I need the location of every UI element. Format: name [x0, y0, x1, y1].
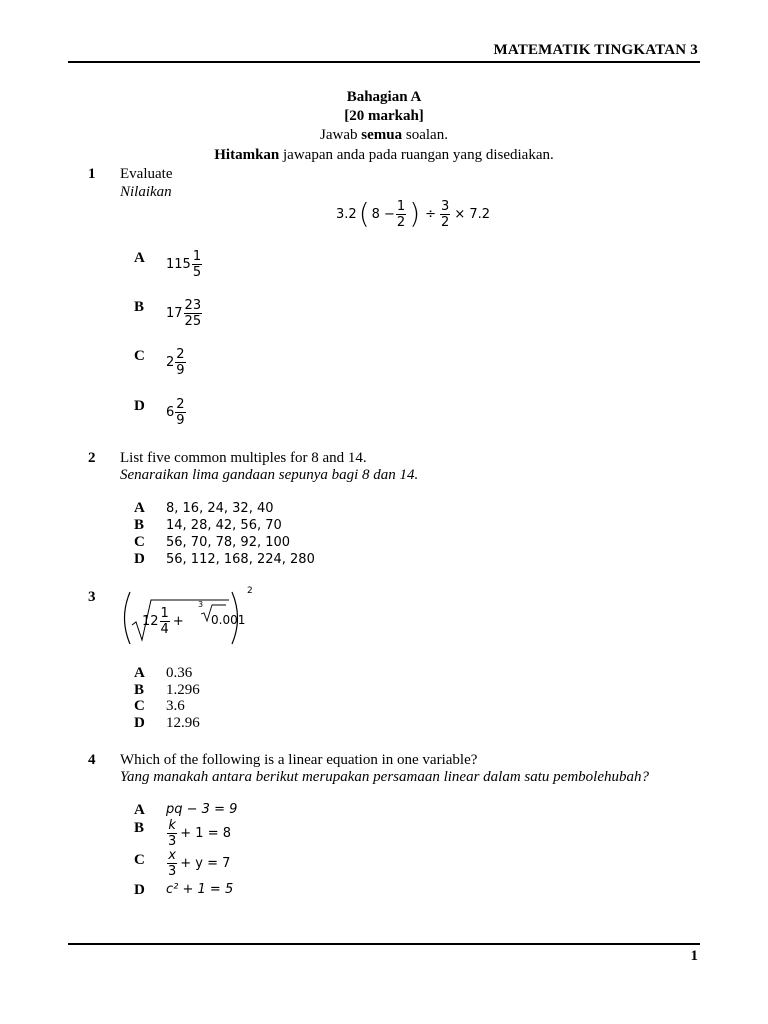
q4-text-ms: Yang manakah antara berikut merupakan persamaan linear dalam satu pembolehubah?	[120, 769, 649, 785]
q4-option-a: pq − 3 = 9	[166, 802, 238, 817]
q2-option-d-label: D	[134, 551, 145, 567]
q2-option-b-label: B	[134, 517, 145, 533]
q2-number: 2	[88, 450, 96, 466]
q3-option-b: 1.296	[166, 682, 200, 698]
q3-option-d-label: D	[134, 715, 145, 731]
q2-option-b: 14, 28, 42, 56, 70	[166, 518, 282, 533]
section-marks: [20 markah]	[344, 108, 424, 124]
q4-option-c-label: C	[134, 852, 145, 868]
q2-option-d: 56, 112, 168, 224, 280	[166, 552, 315, 567]
section-instruction-1: Jawab semua soalan.	[320, 127, 448, 143]
q3-expression: 12 $\frac{1}{4}$ + 3 0.001 2	[118, 584, 258, 652]
page-number: 1	[690, 948, 698, 964]
q1-option-d-label: D	[134, 398, 145, 414]
q4-option-a-label: A	[134, 802, 145, 818]
q4-option-c: $\frac{x}{3}$ + y = 7	[168, 848, 231, 879]
header-rule	[68, 61, 700, 63]
q2-text-ms: Senaraikan lima gandaan sepunya bagi 8 dan 14.	[120, 467, 419, 483]
q2-option-c: 56, 70, 78, 92, 100	[166, 535, 291, 550]
q4-option-b-label: B	[134, 820, 145, 836]
q2-option-a-label: A	[134, 500, 145, 516]
q4-option-b: $\frac{k}{3}$ + 1 = 8	[168, 818, 232, 849]
header-title: MATEMATIK TINGKATAN 3	[493, 42, 698, 58]
q1-option-b: 17 $\frac{23}{25}$	[166, 298, 202, 329]
q1-option-c-label: C	[134, 348, 145, 364]
q4-option-d: c² + 1 = 5	[166, 882, 234, 897]
q1-option-a-label: A	[134, 250, 145, 266]
q3-option-a: 0.36	[166, 665, 193, 681]
q1-text-en: Evaluate	[120, 166, 173, 182]
q4-text-en: Which of the following is a linear equation in one variable?	[120, 752, 478, 768]
q4-number: 4	[88, 752, 96, 768]
q2-text-en: List five common multiples for 8 and 14.	[120, 450, 367, 466]
q1-option-d: 6 $\frac{2}{9}$	[166, 397, 185, 428]
q3-option-a-label: A	[134, 665, 145, 681]
q1-number: 1	[88, 166, 96, 182]
section-title: Bahagian A	[346, 89, 422, 105]
q1-text-ms: Nilaikan	[120, 184, 172, 200]
q1-option-a: 115 $\frac{1}{5}$	[166, 249, 202, 280]
q1-option-c: 2 $\frac{2}{9}$	[166, 347, 185, 378]
footer-rule	[68, 943, 700, 945]
section-instruction-2: Hitamkan jawapan anda pada ruangan yang disediakan.	[214, 147, 554, 163]
q3-option-c-label: C	[134, 698, 145, 714]
q3-option-b-label: B	[134, 682, 145, 698]
q3-option-d: 12.96	[166, 715, 200, 731]
q3-option-c: 3.6	[166, 698, 185, 714]
q4-option-d-label: D	[134, 882, 145, 898]
q1-option-b-label: B	[134, 299, 145, 315]
q2-option-c-label: C	[134, 534, 145, 550]
q3-number: 3	[88, 589, 96, 605]
q1-expression: 3.2 ( 8 − $\frac{1}{2}$ ) ÷ $\frac{3}{2}$ × 7.2	[336, 197, 491, 230]
q2-option-a: 8, 16, 24, 32, 40	[166, 501, 274, 516]
